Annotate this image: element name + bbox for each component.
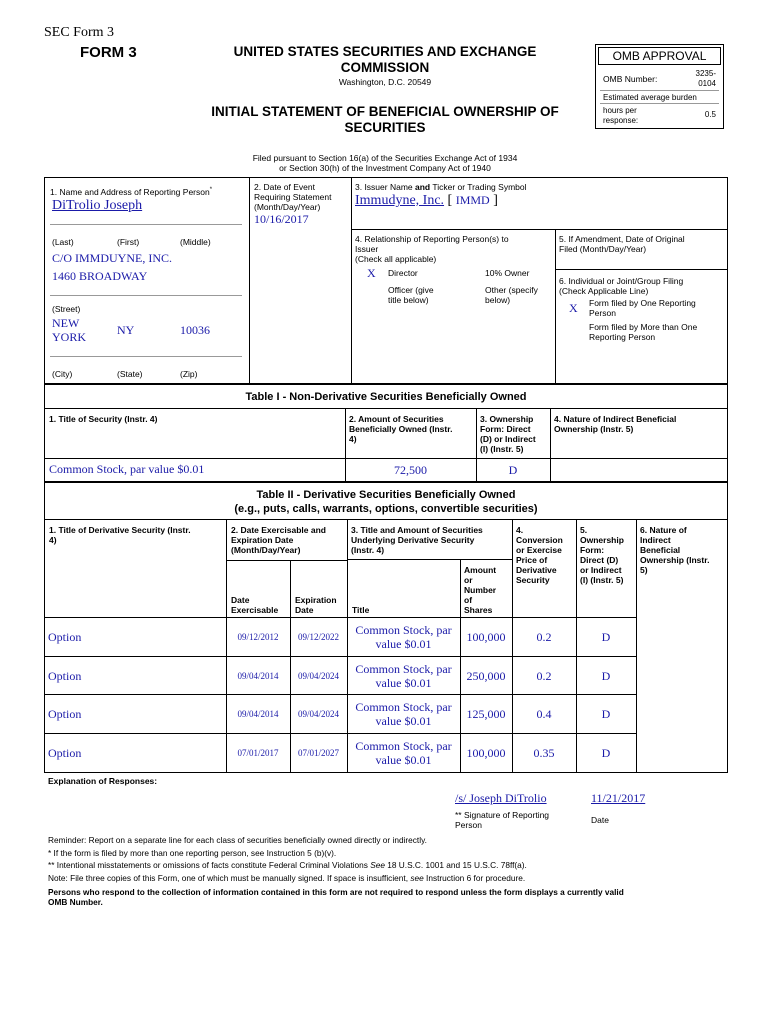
ten-percent-owner-label: 10% Owner	[485, 268, 530, 278]
director-label: Director	[388, 268, 418, 278]
t2-row-shares: 100,000	[466, 629, 506, 644]
t2-col-ownership: 5. Ownership Form: Direct (D) or Indirect (I) (Instr. 5)	[580, 525, 624, 585]
address-state: NY	[117, 323, 135, 337]
issuer-name-ticker: Immudyne, Inc. [ IMMD ]	[355, 193, 498, 208]
t2-row-underlying-title: Common Stock, par value $0.01	[355, 700, 452, 728]
note-criminal: ** Intentional misstatements or omissions of facts constitute Federal Criminal Violations See 18 U.S.C. 1001 and 15 U.S.C. 78ff(a).	[48, 860, 527, 871]
first-label: (First)	[117, 237, 140, 247]
t2-row-underlying-title: Common Stock, par value $0.01	[355, 623, 452, 651]
other-label: Other (specify below)	[485, 285, 538, 305]
t1-row-title: Common Stock, par value $0.01	[49, 462, 205, 476]
t2-sub-title: Title	[352, 605, 370, 615]
t2-row-exercisable: 07/01/2017	[237, 748, 279, 758]
box4-label: 4. Relationship of Reporting Person(s) to Issuer (Check all applicable)	[355, 234, 509, 264]
reminder: Reminder: Report on a separate line for each class of securities beneficially owned directly or indirectly.	[48, 835, 427, 845]
t2-sub-expiration: Expiration Date	[295, 595, 337, 615]
t2-row-form: D	[601, 668, 611, 683]
t2-row-expiration: 09/04/2024	[297, 671, 339, 681]
t2-row-underlying-title: Common Stock, par value $0.01	[355, 662, 452, 690]
director-checkmark: X	[367, 266, 376, 280]
t2-row-price: 0.35	[533, 745, 555, 760]
filed-pursuant: Filed pursuant to Section 16(a) of the Securities Exchange Act of 1934 or Section 30(h) of the Investment Company Act of 1940	[252, 153, 518, 173]
t2-row-expiration: 09/12/2022	[297, 632, 339, 642]
address-line2: 1460 BROADWAY	[52, 269, 148, 283]
t1-col-nature: 4. Nature of Indirect Beneficial Ownership (Instr. 5)	[554, 414, 677, 434]
street-label: (Street)	[52, 304, 81, 314]
note-multiple-persons: * If the form is filed by more than one reporting person, see Instruction 5 (b)(v).	[48, 847, 337, 858]
sec-form-label: SEC Form 3	[44, 25, 115, 40]
omb-hours-value: 0.5	[704, 110, 716, 119]
t2-row-shares: 100,000	[466, 745, 506, 760]
box1-label: 1. Name and Address of Reporting Person*	[50, 186, 213, 197]
officer-label: Officer (give title below)	[388, 285, 434, 305]
omb-burden-label: Estimated average burden	[603, 93, 697, 102]
form-title: INITIAL STATEMENT OF BENEFICIAL OWNERSHIP OF SECURITIES	[211, 104, 559, 135]
table2-title: Table II - Derivative Securities Beneficially Owned (e.g., puts, calls, warrants, options, convertible securities)	[234, 489, 538, 515]
t2-row-form: D	[601, 629, 611, 644]
footer-notes	[48, 834, 738, 907]
address-zip: 10036	[180, 323, 210, 337]
form-number: FORM 3	[80, 44, 137, 61]
table1-title: Table I - Non-Derivative Securities Beneficially Owned	[245, 391, 527, 403]
omb-number-value: 3235- 0104	[695, 69, 716, 88]
state-label: (State)	[117, 369, 143, 379]
t2-col-title: 1. Title of Derivative Security (Instr. 4)	[49, 525, 191, 545]
t2-row-expiration: 07/01/2027	[297, 748, 339, 758]
signature-label: ** Signature of Reporting Person	[455, 810, 550, 830]
t1-col-ownership: 3. Ownership Form: Direct (D) or Indirect (I) (Instr. 5)	[480, 414, 536, 454]
t2-row-form: D	[601, 745, 611, 760]
t2-row-exercisable: 09/12/2012	[237, 632, 279, 642]
more-persons-label: Form filed by More than One Reporting Person	[589, 322, 698, 342]
box6-label: 6. Individual or Joint/Group Filing (Check Applicable Line)	[559, 276, 684, 296]
reporting-person-name[interactable]: DiTrolio Joseph	[52, 198, 143, 213]
box3-label: 3. Issuer Name and Ticker or Trading Symbol	[355, 182, 527, 192]
t2-row-title: Option	[48, 668, 82, 683]
t2-row-price: 0.2	[536, 668, 552, 683]
t2-row-price: 0.2	[536, 629, 552, 644]
t2-sub-date-exercisable: Date Exercisable	[231, 595, 279, 615]
omb-hours-label: hours per response:	[603, 106, 639, 125]
signature-date[interactable]: 11/21/2017	[591, 791, 646, 805]
t2-row-underlying-title: Common Stock, par value $0.01	[355, 739, 452, 767]
zip-label: (Zip)	[180, 369, 198, 379]
explanation-label: Explanation of Responses:	[48, 776, 158, 786]
t1-row-nature	[550, 459, 728, 482]
t2-row-title: Option	[48, 629, 82, 644]
one-person-label: Form filed by One Reporting Person	[589, 298, 696, 318]
address-line1: C/O IMMDUYNE, INC.	[52, 251, 172, 265]
t2-col-conversion: 4. Conversion or Exercise Price of Derivative Security	[516, 525, 563, 585]
commission-title: UNITED STATES SECURITIES AND EXCHANGE COMMISSION	[233, 44, 537, 75]
t2-col-dates: 2. Date Exercisable and Expiration Date (Month/Day/Year)	[231, 525, 326, 555]
t2-row-shares: 125,000	[466, 706, 506, 721]
one-person-checkmark: X	[569, 301, 578, 315]
t2-row-price: 0.4	[536, 706, 552, 721]
t2-row-form: D	[601, 706, 611, 721]
event-date: 10/16/2017	[254, 212, 309, 226]
omb-number-label: OMB Number:	[603, 74, 658, 84]
note-copies: Note: File three copies of this Form, one of which must be manually signed. If space is insufficient, see Instruction 6 for procedure.	[48, 873, 526, 884]
date-label: Date	[591, 815, 609, 825]
box5-label: 5. If Amendment, Date of Original Filed (Month/Day/Year)	[559, 234, 685, 254]
t2-col-nature: 6. Nature of Indirect Beneficial Ownership (Instr. 5)	[640, 525, 710, 575]
commission-city: Washington, D.C. 20549	[338, 77, 432, 87]
t2-row-shares: 250,000	[466, 668, 506, 683]
signature[interactable]: /s/ Joseph DiTrolio	[455, 791, 547, 805]
t2-row-title: Option	[48, 745, 82, 760]
omb-approval-title: OMB APPROVAL	[598, 47, 721, 65]
t2-row-exercisable: 09/04/2014	[237, 671, 279, 681]
city-label: (City)	[52, 369, 73, 379]
issuer-link[interactable]: Immudyne, Inc.	[355, 193, 445, 208]
box2-label: 2. Date of Event Requiring Statement (Month/Day/Year)	[254, 182, 332, 212]
t1-col-amount: 2. Amount of Securities Beneficially Owned (Instr. 4)	[349, 414, 453, 444]
t2-row-exercisable: 09/04/2014	[237, 709, 279, 719]
persons-notice: Persons who respond to the collection of information contained in this form are not required to respond unless the form displays a currently valid OMB Number.	[48, 886, 624, 907]
t1-row-form: D	[508, 463, 518, 477]
address-city: NEW YORK	[52, 316, 87, 344]
t1-col-title: 1. Title of Security (Instr. 4)	[49, 414, 158, 424]
t2-sub-amount: Amount or Number of Shares	[464, 565, 497, 615]
last-label: (Last)	[52, 237, 74, 247]
t2-row-expiration: 09/04/2024	[297, 709, 339, 719]
t2-row-title: Option	[48, 706, 82, 721]
middle-label: (Middle)	[180, 237, 211, 247]
t2-col-underlying: 3. Title and Amount of Securities Underlying Derivative Security (Instr. 4)	[351, 525, 483, 555]
t1-row-amount: 72,500	[394, 463, 427, 477]
